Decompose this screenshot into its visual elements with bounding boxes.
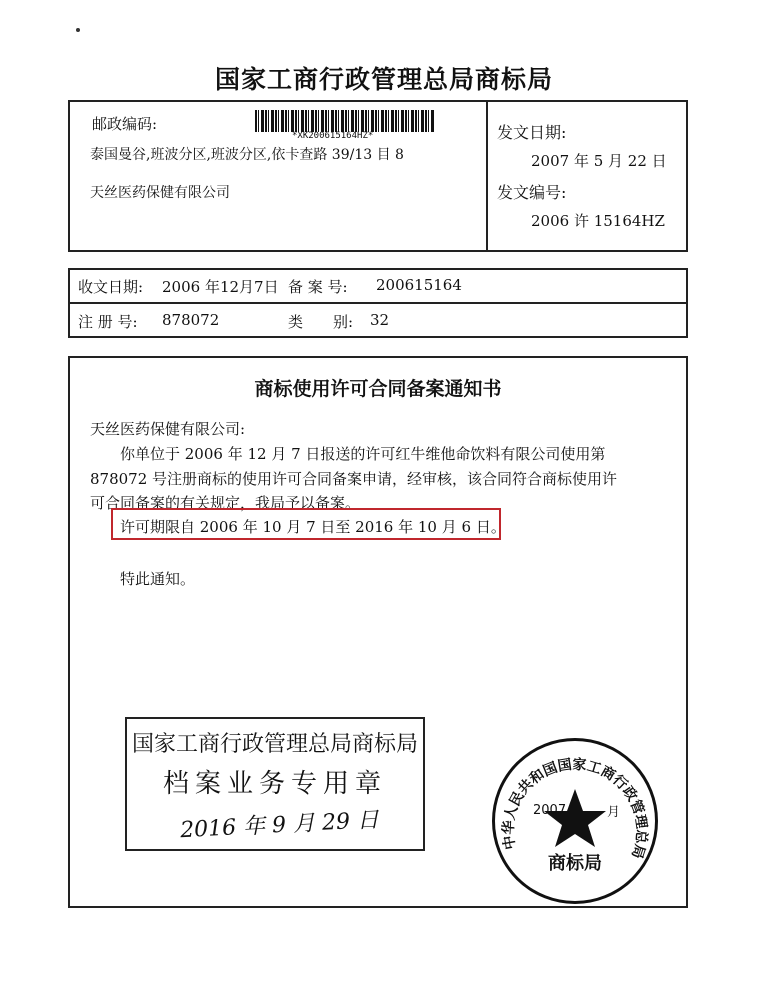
received-date-value: 2006 年12月7日 — [162, 278, 279, 296]
license-period: 许可期限自 2006 年 10 月 7 日至 2016 年 10 月 6 日。 — [120, 518, 506, 536]
notice-body-line2: 878072 号注册商标的使用许可合同备案申请，经审核，该合同符合商标使用许 — [90, 470, 618, 488]
dispatch-number-label: 发文编号: — [497, 183, 567, 202]
dispatch-date-value: 2007 年 5 月 22 日 — [531, 152, 667, 170]
class-label: 类 别: — [288, 313, 354, 331]
archive-stamp-purpose: 档案业务专用章 — [162, 769, 387, 799]
dispatch-date-label: 发文日期: — [497, 123, 567, 142]
registration-number-value: 878072 — [162, 311, 220, 329]
notice-closing: 特此通知。 — [120, 570, 196, 588]
notice-body-line3: 可合同备案的有关规定，我局予以备案。 — [90, 494, 361, 512]
seal-date-month: 月 — [607, 805, 621, 820]
registration-number-label: 注 册 号: — [78, 313, 138, 331]
notice-body-line1: 你单位于 2006 年 12 月 7 日报送的许可红牛维他命饮料有限公司使用第 — [120, 445, 606, 463]
notice-recipient: 天丝医药保健有限公司: — [90, 420, 246, 438]
seal-ring-text: 中华人民共和国国家工商行政管理总局 — [500, 756, 650, 861]
postal-code-label: 邮政编码: — [92, 115, 158, 133]
header-divider — [486, 100, 488, 252]
barcode — [255, 110, 435, 132]
notice-title: 商标使用许可合同备案通知书 — [254, 378, 502, 400]
filing-divider — [68, 302, 688, 304]
recipient-company: 天丝医药保健有限公司 — [90, 185, 230, 201]
archive-stamp-org: 国家工商行政管理总局商标局 — [131, 732, 418, 757]
record-number-label: 备 案 号: — [288, 278, 348, 296]
class-value: 32 — [370, 311, 390, 329]
official-seal — [492, 738, 658, 904]
scan-speck — [76, 28, 80, 32]
star-icon — [544, 789, 606, 847]
seal-center-text: 商标局 — [548, 853, 602, 874]
barcode-number: *XK200615164HZ* — [292, 131, 374, 141]
record-number-value: 200615164 — [376, 276, 462, 294]
received-date-label: 收文日期: — [78, 278, 144, 296]
archive-stamp-date: 2016 年 9 月 29 日 — [179, 807, 380, 844]
dispatch-number-value: 2006 许 15164HZ — [531, 212, 665, 230]
document-title: 国家工商行政管理总局商标局 — [214, 65, 553, 94]
recipient-address: 泰国曼谷,班波分区,班波分区,依卡查路 39/13 目 8 — [90, 147, 404, 163]
seal-date-partial: 2007 — [533, 803, 567, 818]
